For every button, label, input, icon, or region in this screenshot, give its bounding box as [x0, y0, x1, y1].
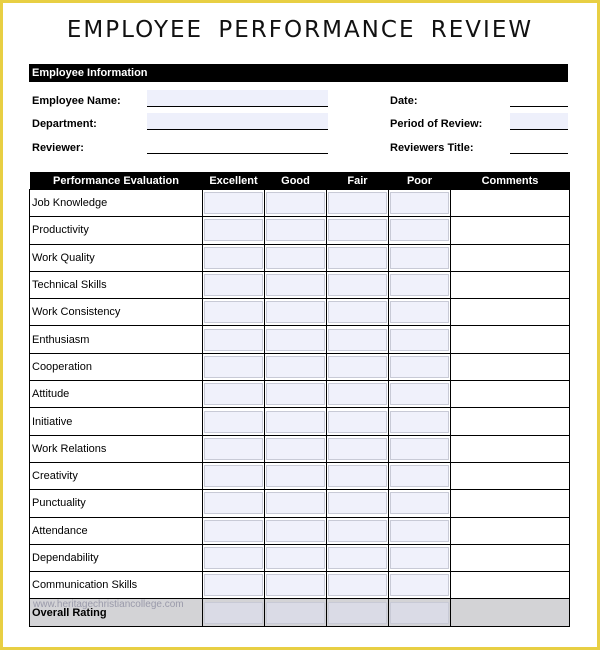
- comments-cell[interactable]: [451, 408, 570, 435]
- rating-cell-poor: [389, 244, 451, 271]
- rating-box-fair[interactable]: [328, 329, 387, 351]
- rating-cell-excellent: [203, 381, 265, 408]
- rating-box-fair[interactable]: [328, 411, 387, 433]
- rating-box-poor[interactable]: [390, 574, 449, 596]
- rating-box-good[interactable]: [266, 192, 325, 214]
- comments-cell[interactable]: [451, 599, 570, 626]
- rating-cell-good: [265, 572, 327, 599]
- criterion-label: Productivity: [30, 217, 203, 244]
- date-field[interactable]: [510, 90, 568, 107]
- rating-box-excellent[interactable]: [204, 247, 263, 269]
- employee-name-field[interactable]: [147, 90, 328, 107]
- rating-box-poor[interactable]: [390, 438, 449, 460]
- rating-cell-poor: [389, 490, 451, 517]
- rating-box-poor[interactable]: [390, 411, 449, 433]
- criterion-label: Work Relations: [30, 435, 203, 462]
- rating-cell-good: [265, 599, 327, 626]
- rating-box-fair[interactable]: [328, 547, 387, 569]
- rating-box-good[interactable]: [266, 574, 325, 596]
- rating-cell-good: [265, 490, 327, 517]
- rating-box-good[interactable]: [266, 301, 325, 323]
- period-of-review-field[interactable]: [510, 113, 568, 130]
- employee-info-header: Employee Information: [29, 64, 568, 82]
- rating-box-fair[interactable]: [328, 274, 387, 296]
- rating-cell-good: [265, 381, 327, 408]
- criterion-label: Work Consistency: [30, 299, 203, 326]
- table-row: [30, 244, 570, 271]
- table-row: [30, 190, 570, 217]
- rating-cell-poor: [389, 435, 451, 462]
- overall-rating-label: Overall Rating: [30, 599, 203, 626]
- rating-cell-good: [265, 353, 327, 380]
- rating-box-good[interactable]: [266, 219, 325, 241]
- rating-box-fair[interactable]: [328, 492, 387, 514]
- rating-box-poor[interactable]: [390, 301, 449, 323]
- rating-box-fair[interactable]: [328, 465, 387, 487]
- comments-cell[interactable]: [451, 353, 570, 380]
- rating-cell-poor: [389, 326, 451, 353]
- table-header-row: [30, 172, 570, 190]
- rating-box-good[interactable]: [266, 492, 325, 514]
- rating-cell-excellent: [203, 190, 265, 217]
- rating-cell-excellent: [203, 271, 265, 298]
- rating-box-fair[interactable]: [328, 301, 387, 323]
- rating-box-poor[interactable]: [390, 274, 449, 296]
- comments-cell[interactable]: [451, 490, 570, 517]
- rating-cell-excellent: [203, 244, 265, 271]
- rating-box-excellent[interactable]: [204, 301, 263, 323]
- rating-box-fair[interactable]: [328, 383, 387, 405]
- rating-cell-excellent: [203, 544, 265, 571]
- criterion-label: Punctuality: [30, 490, 203, 517]
- rating-box-fair[interactable]: [328, 356, 387, 378]
- rating-box-good[interactable]: [266, 438, 325, 460]
- rating-box-fair[interactable]: [328, 438, 387, 460]
- rating-cell-good: [265, 190, 327, 217]
- column-header-good: Good: [265, 172, 327, 190]
- rating-box-poor[interactable]: [390, 602, 449, 624]
- comments-cell[interactable]: [451, 217, 570, 244]
- rating-cell-good: [265, 299, 327, 326]
- table-row: [30, 381, 570, 408]
- rating-box-excellent[interactable]: [204, 574, 263, 596]
- rating-box-excellent[interactable]: [204, 520, 263, 542]
- table-row: [30, 271, 570, 298]
- rating-cell-fair: [327, 408, 389, 435]
- rating-box-excellent[interactable]: [204, 492, 263, 514]
- rating-box-good[interactable]: [266, 547, 325, 569]
- rating-cell-good: [265, 517, 327, 544]
- rating-cell-excellent: [203, 599, 265, 626]
- rating-box-good[interactable]: [266, 383, 325, 405]
- rating-cell-good: [265, 408, 327, 435]
- rating-box-fair[interactable]: [328, 247, 387, 269]
- department-label: Department:: [32, 118, 97, 130]
- rating-cell-fair: [327, 435, 389, 462]
- rating-box-good[interactable]: [266, 602, 325, 624]
- comments-cell[interactable]: [451, 381, 570, 408]
- criterion-label: Attendance: [30, 517, 203, 544]
- rating-cell-fair: [327, 381, 389, 408]
- rating-box-fair[interactable]: [328, 520, 387, 542]
- rating-box-excellent[interactable]: [204, 383, 263, 405]
- watermark-text: www.heritagechristiancollege.com: [33, 599, 184, 610]
- table-row: [30, 490, 570, 517]
- column-header-fair: Fair: [327, 172, 389, 190]
- rating-cell-poor: [389, 599, 451, 626]
- rating-box-excellent[interactable]: [204, 356, 263, 378]
- table-row: [30, 353, 570, 380]
- rating-box-good[interactable]: [266, 411, 325, 433]
- rating-box-fair[interactable]: [328, 574, 387, 596]
- rating-box-poor[interactable]: [390, 547, 449, 569]
- rating-cell-excellent: [203, 572, 265, 599]
- rating-box-poor[interactable]: [390, 356, 449, 378]
- rating-cell-poor: [389, 517, 451, 544]
- rating-box-excellent[interactable]: [204, 547, 263, 569]
- rating-box-poor[interactable]: [390, 465, 449, 487]
- criterion-label: Job Knowledge: [30, 190, 203, 217]
- rating-box-good[interactable]: [266, 465, 325, 487]
- comments-cell[interactable]: [451, 299, 570, 326]
- rating-box-poor[interactable]: [390, 383, 449, 405]
- column-header-criteria: Performance Evaluation: [30, 172, 203, 190]
- rating-box-excellent[interactable]: [204, 438, 263, 460]
- table-row: [30, 462, 570, 489]
- rating-cell-good: [265, 544, 327, 571]
- rating-cell-fair: [327, 599, 389, 626]
- criterion-label: Dependability: [30, 544, 203, 571]
- rating-box-excellent[interactable]: [204, 219, 263, 241]
- table-row: [30, 544, 570, 571]
- rating-cell-fair: [327, 490, 389, 517]
- rating-box-excellent[interactable]: [204, 602, 263, 624]
- rating-cell-poor: [389, 544, 451, 571]
- criterion-label: Attitude: [30, 381, 203, 408]
- rating-box-fair[interactable]: [328, 602, 387, 624]
- column-header-comments: Comments: [451, 172, 570, 190]
- table-row: [30, 326, 570, 353]
- rating-box-poor[interactable]: [390, 492, 449, 514]
- rating-box-poor[interactable]: [390, 192, 449, 214]
- rating-box-excellent[interactable]: [204, 329, 263, 351]
- rating-cell-good: [265, 217, 327, 244]
- rating-cell-poor: [389, 381, 451, 408]
- rating-cell-poor: [389, 462, 451, 489]
- rating-cell-fair: [327, 544, 389, 571]
- criterion-label: Communication Skills: [30, 572, 203, 599]
- rating-box-good[interactable]: [266, 520, 325, 542]
- comments-cell[interactable]: [451, 326, 570, 353]
- date-label: Date:: [390, 95, 418, 107]
- rating-cell-poor: [389, 572, 451, 599]
- table-row: [30, 435, 570, 462]
- rating-box-good[interactable]: [266, 247, 325, 269]
- rating-box-excellent[interactable]: [204, 411, 263, 433]
- rating-cell-fair: [327, 517, 389, 544]
- rating-cell-poor: [389, 408, 451, 435]
- reviewers-title-field[interactable]: [510, 137, 568, 154]
- rating-cell-fair: [327, 572, 389, 599]
- rating-cell-poor: [389, 299, 451, 326]
- comments-cell[interactable]: [451, 244, 570, 271]
- rating-box-poor[interactable]: [390, 520, 449, 542]
- rating-box-poor[interactable]: [390, 219, 449, 241]
- rating-box-good[interactable]: [266, 274, 325, 296]
- comments-cell[interactable]: [451, 572, 570, 599]
- reviewers-title-label: Reviewers Title:: [390, 142, 474, 154]
- rating-cell-good: [265, 326, 327, 353]
- rating-cell-excellent: [203, 326, 265, 353]
- rating-cell-poor: [389, 217, 451, 244]
- rating-cell-fair: [327, 190, 389, 217]
- rating-cell-poor: [389, 353, 451, 380]
- rating-box-excellent[interactable]: [204, 274, 263, 296]
- comments-cell[interactable]: [451, 190, 570, 217]
- rating-cell-excellent: [203, 353, 265, 380]
- rating-cell-fair: [327, 353, 389, 380]
- rating-cell-good: [265, 462, 327, 489]
- comments-cell[interactable]: [451, 462, 570, 489]
- criterion-label: Initiative: [30, 408, 203, 435]
- rating-cell-fair: [327, 299, 389, 326]
- rating-cell-fair: [327, 462, 389, 489]
- table-row: [30, 572, 570, 599]
- rating-cell-good: [265, 244, 327, 271]
- rating-box-excellent[interactable]: [204, 192, 263, 214]
- criterion-label: Creativity: [30, 462, 203, 489]
- criterion-label: Cooperation: [30, 353, 203, 380]
- rating-box-fair[interactable]: [328, 192, 387, 214]
- table-row: [30, 517, 570, 544]
- rating-cell-fair: [327, 326, 389, 353]
- rating-cell-excellent: [203, 299, 265, 326]
- rating-box-excellent[interactable]: [204, 465, 263, 487]
- rating-cell-fair: [327, 271, 389, 298]
- rating-box-poor[interactable]: [390, 329, 449, 351]
- rating-box-fair[interactable]: [328, 219, 387, 241]
- rating-cell-excellent: [203, 408, 265, 435]
- table-row: [30, 408, 570, 435]
- comments-cell[interactable]: [451, 435, 570, 462]
- performance-evaluation-table: [29, 172, 570, 627]
- rating-box-poor[interactable]: [390, 247, 449, 269]
- column-header-excellent: Excellent: [203, 172, 265, 190]
- column-header-poor: Poor: [389, 172, 451, 190]
- rating-cell-excellent: [203, 490, 265, 517]
- department-field[interactable]: [147, 113, 328, 130]
- criterion-label: Work Quality: [30, 244, 203, 271]
- rating-cell-good: [265, 271, 327, 298]
- rating-cell-poor: [389, 271, 451, 298]
- reviewer-label: Reviewer:: [32, 142, 84, 154]
- rating-cell-fair: [327, 244, 389, 271]
- rating-cell-excellent: [203, 462, 265, 489]
- rating-cell-fair: [327, 217, 389, 244]
- criterion-label: Technical Skills: [30, 271, 203, 298]
- comments-cell[interactable]: [451, 517, 570, 544]
- comments-cell[interactable]: [451, 271, 570, 298]
- rating-cell-excellent: [203, 217, 265, 244]
- rating-box-good[interactable]: [266, 329, 325, 351]
- table-row: [30, 299, 570, 326]
- rating-cell-poor: [389, 190, 451, 217]
- table-row: [30, 217, 570, 244]
- rating-cell-excellent: [203, 517, 265, 544]
- page-title: EMPLOYEE PERFORMANCE REVIEW: [66, 17, 534, 43]
- rating-box-good[interactable]: [266, 356, 325, 378]
- rating-cell-excellent: [203, 435, 265, 462]
- criterion-label: Enthusiasm: [30, 326, 203, 353]
- period-of-review-label: Period of Review:: [390, 118, 483, 130]
- reviewer-field[interactable]: [147, 137, 328, 154]
- comments-cell[interactable]: [451, 544, 570, 571]
- rating-cell-good: [265, 435, 327, 462]
- employee-name-label: Employee Name:: [32, 95, 121, 107]
